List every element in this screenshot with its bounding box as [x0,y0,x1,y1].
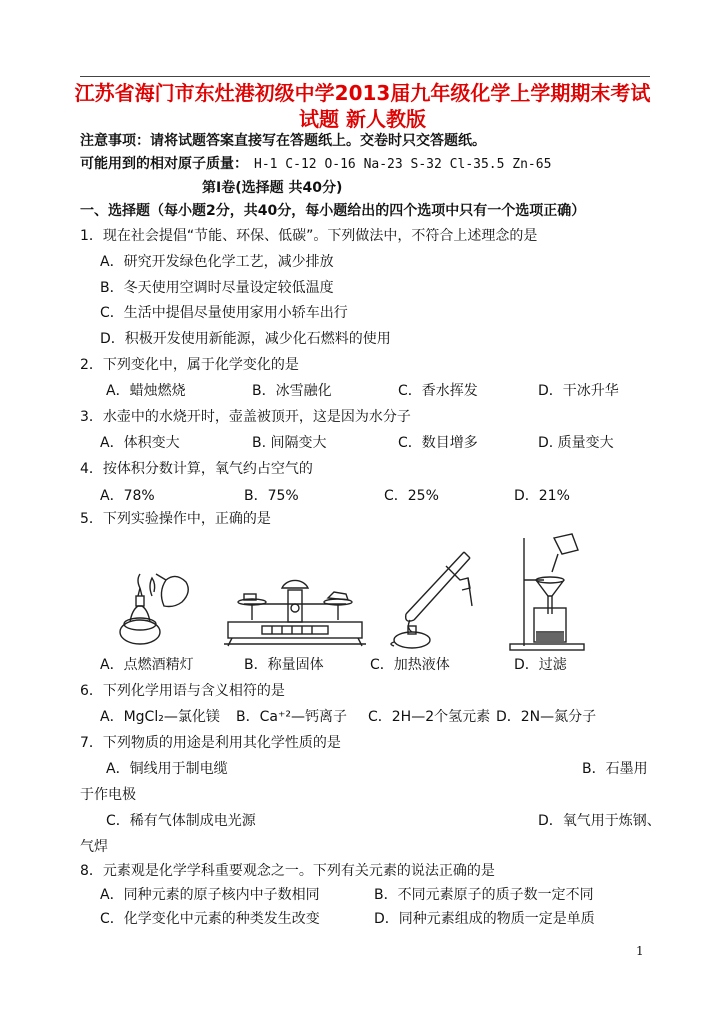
q7-option-c: C．稀有气体制成电光源 [106,813,256,829]
q5-option-c: C．加热液体 [370,657,450,673]
q3-option-d: D. 质量变大 [538,435,614,451]
q7-option-a: A．铜线用于制电缆 [106,761,228,777]
q2-option-b: B．冰雪融化 [252,383,332,399]
paper-title-line2: 试题 新人教版 [299,107,426,131]
q8-option-b: B．不同元素原子的质子数一定不同 [374,887,594,903]
q8-option-d: D．同种元素组成的物质一定是单质 [374,911,595,927]
q8-option-a: A．同种元素的原子核内中子数相同 [100,887,320,903]
question-7-stem: 7．下列物质的用途是利用其化学性质的是 [80,735,341,751]
q3-option-c: C．数目增多 [398,435,478,451]
q4-option-a: A．78% [100,488,155,504]
q1-option-d: D．积极开发使用新能源，减少化石燃料的使用 [100,331,391,347]
q1-option-b: B．冬天使用空调时尽量设定较低温度 [100,280,334,296]
q5-option-a: A．点燃酒精灯 [100,657,194,673]
q4-option-d: D．21% [514,488,570,504]
figure-heating-liquid [384,538,480,650]
q2-option-d: D．干冰升华 [538,383,619,399]
atomic-masses-label: 可能用到的相对原子质量： [80,156,248,172]
question-5-stem: 5．下列实验操作中，正确的是 [80,511,271,527]
q1-option-c: C．生活中提倡尽量使用家用小轿车出行 [100,305,348,321]
q8-option-c: C．化学变化中元素的种类发生改变 [100,911,320,927]
question-6-stem: 6．下列化学用语与含义相符的是 [80,683,285,699]
question-4-stem: 4．按体积分数计算，氧气约占空气的 [80,461,313,477]
header-rule [80,76,650,77]
paper-title-line1: 江苏省海门市东灶港初级中学2013届九年级化学上学期期末考试 [74,81,651,105]
q4-option-c: C．25% [384,488,439,504]
q3-option-b: B. 间隔变大 [252,435,327,451]
atomic-masses: H-1 C-12 O-16 Na-23 S-32 Cl-35.5 Zn-65 [254,157,552,172]
q2-option-c: C．香水挥发 [398,383,478,399]
question-3-stem: 3．水壶中的水烧开时，壶盖被顶开，这是因为水分子 [80,409,411,425]
q3-option-a: A．体积变大 [100,435,180,451]
q6-option-c: C．2H—2个氢元素 [368,709,491,725]
q7-option-d-cont: 气焊 [80,839,108,855]
page-number: 1 [636,944,644,958]
notice: 注意事项：请将试题答案直接写在答题纸上。交卷时只交答题纸。 [80,133,486,149]
q6-option-d: D．2N—氮分子 [496,709,597,725]
figure-filtration [504,530,590,654]
q5-option-d: D．过滤 [514,657,567,673]
q6-option-a: A．MgCl₂—氯化镁 [100,709,220,725]
figure-alcohol-lamp [112,566,198,650]
q7-option-d: D．氧气用于炼钢、 [538,813,661,829]
q1-option-a: A．研究开发绿色化学工艺，减少排放 [100,254,334,270]
question-1-stem: 1．现在社会提倡“节能、环保、低碳”。下列做法中，不符合上述理念的是 [80,228,538,244]
question-8-stem: 8．元素观是化学学科重要观念之一。下列有关元素的说法正确的是 [80,863,495,879]
part1-heading: 一、选择题（每小题2分，共40分，每小题给出的四个选项中只有一个选项正确） [80,203,586,219]
question-2-stem: 2．下列变化中，属于化学变化的是 [80,357,299,373]
q2-option-a: A．蜡烛燃烧 [106,383,186,399]
q7-option-b-cont: 于作电极 [80,787,136,803]
q4-option-b: B．75% [244,488,299,504]
section-title: 第Ⅰ卷(选择题 共40分) [202,180,343,196]
q5-option-b: B．称量固体 [244,657,324,673]
figure-balance [222,564,368,650]
q7-option-b: B．石墨用 [582,761,648,777]
q6-option-b: B．Ca⁺²—钙离子 [236,709,347,725]
